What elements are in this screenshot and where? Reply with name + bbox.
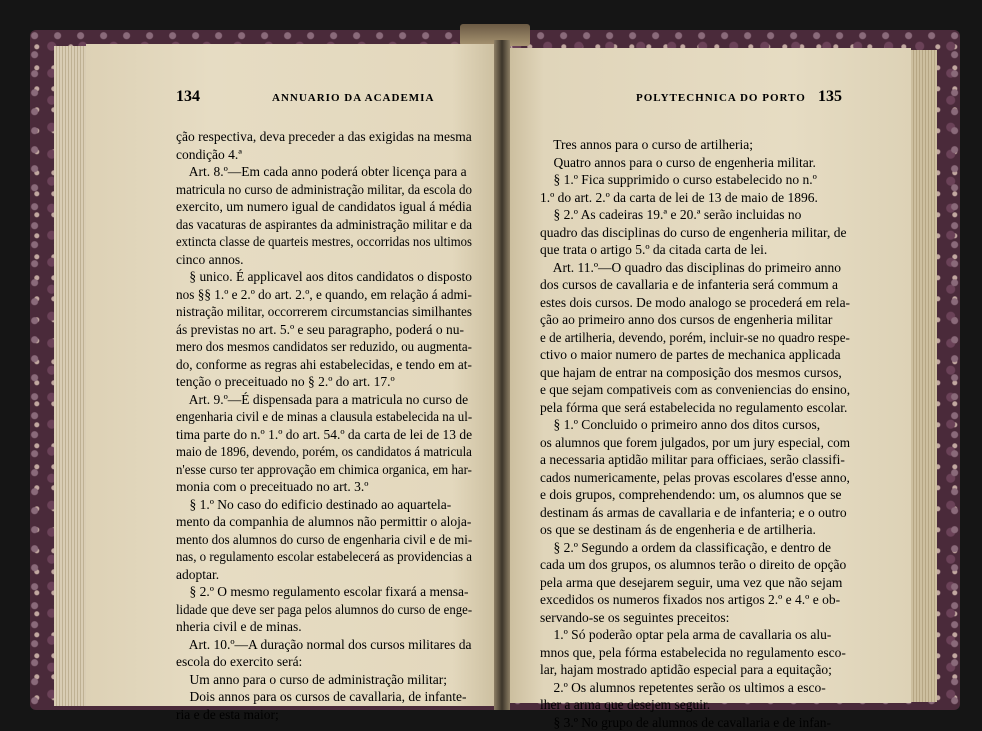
text-line: 1.º Só poderão optar pela arma de cavallaria os alu- (540, 626, 850, 644)
text-line: a necessaria aptidão militar para officiaes, serão classifi- (540, 451, 850, 469)
text-line: nas, o regulamento escolar estabelecerá as providencias a (176, 548, 472, 566)
text-line: cada um dos grupos, os alumnos terão o direito de opção (540, 556, 850, 574)
right-page-text (540, 136, 850, 731)
text-line: 2.º Os alumnos repetentes serão os ultimos a esco- (540, 679, 850, 697)
text-line: mnos que, pela fórma estabelecida no regulamento esco- (540, 644, 850, 662)
text-line: matricula no curso de administração militar, da escola do (176, 181, 472, 199)
text-line: § 2.º As cadeiras 19.ª e 20.ª serão incluidas no (540, 206, 850, 224)
text-line: ção ao primeiro anno dos cursos de engenheria militar (540, 311, 850, 329)
text-line: lher a arma que desejem seguir. (540, 696, 850, 714)
right-page-number: 135 (818, 88, 842, 106)
text-line: e que sejam compativeis com as conveniencias do ensino, (540, 381, 850, 399)
text-line: ás previstas no art. 5.º e seu paragrapho, poderá o nu- (176, 321, 472, 339)
text-line: § 1.º Concluido o primeiro anno dos ditos cursos, (540, 416, 850, 434)
text-line: destinam ás armas de cavallaria e de infanteria; e o outro (540, 504, 850, 522)
text-line: n'esse curso ter approvação em chimica organica, em har- (176, 461, 472, 479)
text-line: nheria civil e de minas. (176, 618, 472, 636)
left-page-number: 134 (176, 88, 200, 106)
text-line: lar, hajam mostrado aptidão especial para a equitação; (540, 661, 850, 679)
text-line: engenharia civil e de minas a clausula estabelecida na ul- (176, 408, 472, 426)
text-line: maio de 1896, devendo, porém, os candidatos á matricula (176, 443, 472, 461)
text-line: pela arma que desejarem seguir, uma vez que não sejam (540, 574, 850, 592)
text-line: que trata o artigo 5.º da citada carta de lei. (540, 241, 850, 259)
text-line: mento dos alumnos do curso de engenharia civil e de mi- (176, 531, 472, 549)
text-line: Um anno para o curso de administração militar; (176, 671, 472, 689)
text-line: ctivo o maior numero de partes de mechanica applicada (540, 346, 850, 364)
text-line: condição 4.ª (176, 146, 472, 164)
left-page-text (176, 128, 472, 723)
text-line: cinco annos. (176, 251, 472, 269)
text-line: nos §§ 1.º e 2.º do art. 2.º, e quando, em relação á admi- (176, 286, 472, 304)
text-line: monia com o preceituado no art. 3.º (176, 478, 472, 496)
left-running-head: ANNUARIO DA ACADEMIA (272, 92, 434, 104)
text-line: tenção o preceituado no § 2.º do art. 17.º (176, 373, 472, 391)
text-line: ção respectiva, deva preceder a das exigidas na mesma (176, 128, 472, 146)
text-line: exercito, um numero igual de candidatos igual á média (176, 198, 472, 216)
text-line: 1.º do art. 2.º da carta de lei de 13 de maio de 1896. (540, 189, 850, 207)
right-running-head: POLYTECHNICA DO PORTO (636, 92, 806, 104)
text-line: mento da companhia de alumnos não permittir o aloja- (176, 513, 472, 531)
text-line: Art. 9.º—É dispensada para a matricula no curso de (176, 391, 472, 409)
text-line: § 2.º Segundo a ordem da classificação, e dentro de (540, 539, 850, 557)
text-line: mero dos mesmos candidatos ser reduzido, ou augmenta- (176, 338, 472, 356)
text-line: escola do exercito será: (176, 653, 472, 671)
text-line: Tres annos para o curso de artilheria; (540, 136, 850, 154)
text-line: § 3.º No grupo de alumnos de cavallaria e de infan- (540, 714, 850, 731)
text-line: do, conforme as regras ahi estabelecidas, e tendo em at- (176, 356, 472, 374)
book-gutter (494, 40, 510, 710)
text-line: extincta classe de quarteis mestres, occorridas nos ultimos (176, 233, 472, 251)
text-line: Art. 8.º—Em cada anno poderá obter licença para a (176, 163, 472, 181)
text-line: e de artilheria, devendo, porém, incluir-se no quadro respe- (540, 329, 850, 347)
text-line: os alumnos que forem julgados, por um jury especial, com (540, 434, 850, 452)
text-line: cados numericamente, pelas provas escolares d'esse anno, (540, 469, 850, 487)
text-line: nistração militar, occorrerem circumstancias similhantes (176, 303, 472, 321)
text-line: quadro das disciplinas do curso de engenheria militar, de (540, 224, 850, 242)
text-line: § 2.º O mesmo regulamento escolar fixará a mensa- (176, 583, 472, 601)
text-line: ria e de esta maior; (176, 706, 472, 724)
text-line: Dois annos para os cursos de cavallaria, de infante- (176, 688, 472, 706)
text-line: pela fórma que será estabelecida no regulamento escolar. (540, 399, 850, 417)
text-line: Quatro annos para o curso de engenheria militar. (540, 154, 850, 172)
text-line: adoptar. (176, 566, 472, 584)
text-line: Art. 10.º—A duração normal dos cursos militares da (176, 636, 472, 654)
text-line: que hajam de entrar na composição dos mesmos cursos, (540, 364, 850, 382)
text-line: servando-se os seguintes preceitos: (540, 609, 850, 627)
text-line: Art. 11.º—O quadro das disciplinas do primeiro anno (540, 259, 850, 277)
text-line: § 1.º Fica supprimido o curso estabelecido no n.º (540, 171, 850, 189)
text-line: e dois grupos, comprehendendo: um, os alumnos que se (540, 486, 850, 504)
text-line: § 1.º No caso do edificio destinado ao aquartela- (176, 496, 472, 514)
text-line: estes dois cursos. De modo analogo se procederá em rela- (540, 294, 850, 312)
text-line: os que se destinam ás de engenheria e de artilheria. (540, 521, 850, 539)
text-line: excedidos os numeros fixados nos artigos 2.º e 4.º e ob- (540, 591, 850, 609)
text-line: lidade que deve ser paga pelos alumnos do curso de enge- (176, 601, 472, 619)
text-line: tima parte do n.º 1.º do art. 54.º da carta de lei de 13 de (176, 426, 472, 444)
text-line: das vacaturas de aspirantes da administração militar e da (176, 216, 472, 234)
text-line: dos cursos de cavallaria e de infanteria será commum a (540, 276, 850, 294)
text-line: § unico. É applicavel aos ditos candidatos o disposto (176, 268, 472, 286)
